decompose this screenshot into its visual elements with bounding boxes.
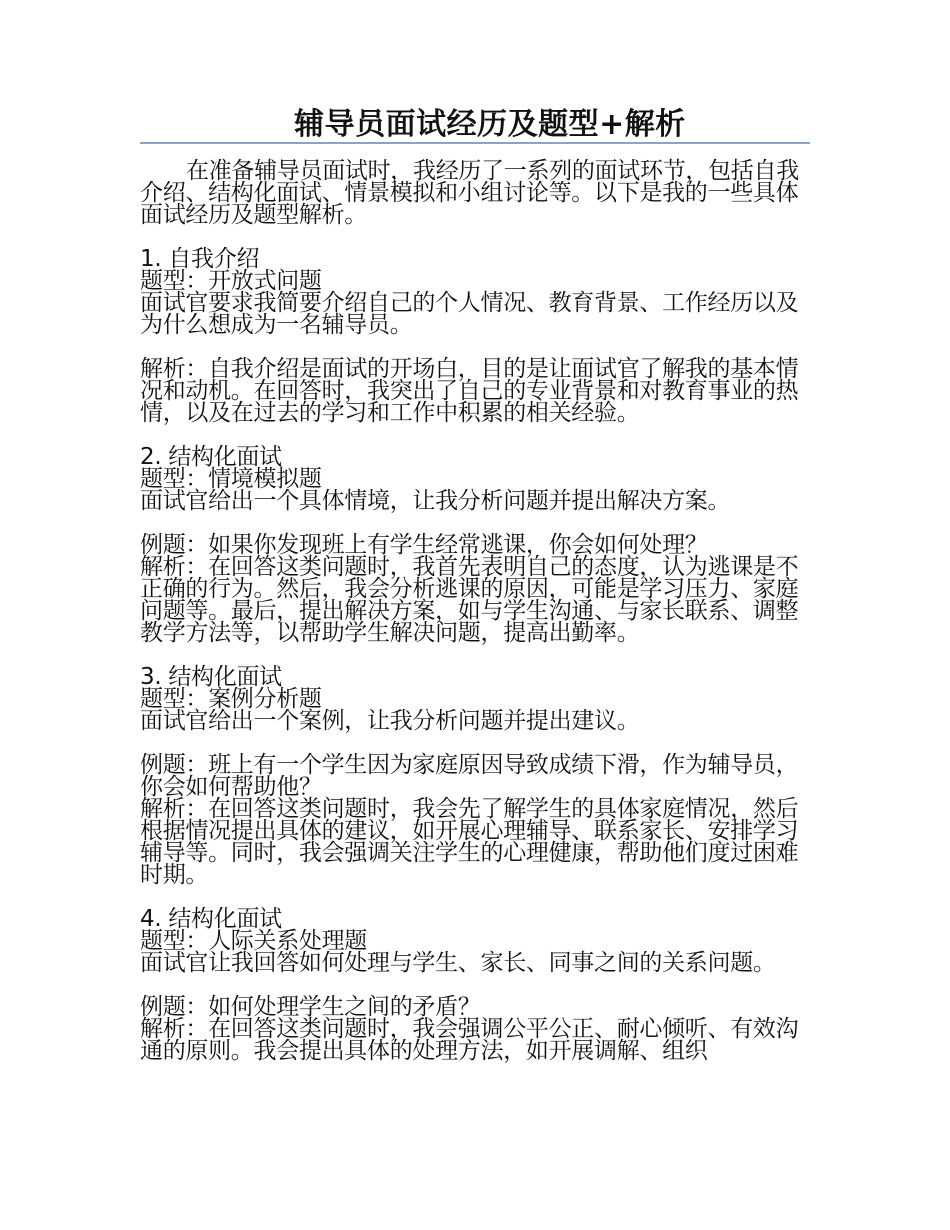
section-example: 例题：如果你发现班上有学生经常逃课，你会如何处理？ — [140, 532, 708, 558]
section-analysis: 解析：在回答这类问题时，我会强调公平公正、耐心倾听、有效沟通的原则。我会提出具体的处理方法，如开展调解、组织 — [140, 1016, 799, 1064]
section-analysis: 解析：自我介绍是面试的开场白，目的是让面试官了解我的基本情况和动机。在回答时，我突出了自己的专业背景和对教育事业的热情，以及在过去的学习和工作中积累的相关经验。 — [140, 356, 799, 426]
section-heading: 4. 结构化面试 — [140, 906, 282, 932]
section-example: 例题：班上有一个学生因为家庭原因导致成绩下滑，作为辅导员，你会如何帮助他？ — [140, 752, 799, 800]
intro-paragraph: 在准备辅导员面试时，我经历了一系列的面试环节，包括自我介绍、结构化面试、情景模拟和小组讨论等。以下是我的一些具体面试经历及题型解析。 — [140, 158, 799, 228]
section-example: 例题：如何处理学生之间的矛盾？ — [140, 994, 481, 1020]
section-type: 题型：人际关系处理题 — [140, 928, 368, 954]
section-description: 面试官让我回答如何处理与学生、家长、同事之间的关系问题。 — [140, 950, 776, 976]
section-description: 面试官给出一个案例，让我分析问题并提出建议。 — [140, 708, 640, 734]
section-description: 面试官给出一个具体情境，让我分析问题并提出解决方案。 — [140, 488, 731, 514]
section-type: 题型：情境模拟题 — [140, 466, 322, 492]
document-body — [140, 160, 812, 1062]
section-heading: 2. 结构化面试 — [140, 444, 282, 470]
section-type: 题型：开放式问题 — [140, 268, 322, 294]
section-type: 题型：案例分析题 — [140, 686, 322, 712]
section-analysis: 解析：在回答这类问题时，我会先了解学生的具体家庭情况，然后根据情况提出具体的建议，如开展心理辅导、联系家长、安排学习辅导等。同时，我会强调关注学生的心理健康，帮助他们度过困难时期。 — [140, 796, 799, 888]
section-heading: 1. 自我介绍 — [140, 246, 260, 272]
document-title: 辅导员面试经历及题型+解析 — [140, 108, 810, 144]
section-heading: 3. 结构化面试 — [140, 664, 282, 690]
section-analysis: 解析：在回答这类问题时，我首先表明自己的态度，认为逃课是不正确的行为。然后，我会分析逃课的原因，可能是学习压力、家庭问题等。最后，提出解决方案，如与学生沟通、与家长联系、调整教学方法等，以帮助学生解决问题，提高出勤率。 — [140, 554, 799, 646]
section-description: 面试官要求我简要介绍自己的个人情况、教育背景、工作经历以及为什么想成为一名辅导员。 — [140, 290, 799, 338]
